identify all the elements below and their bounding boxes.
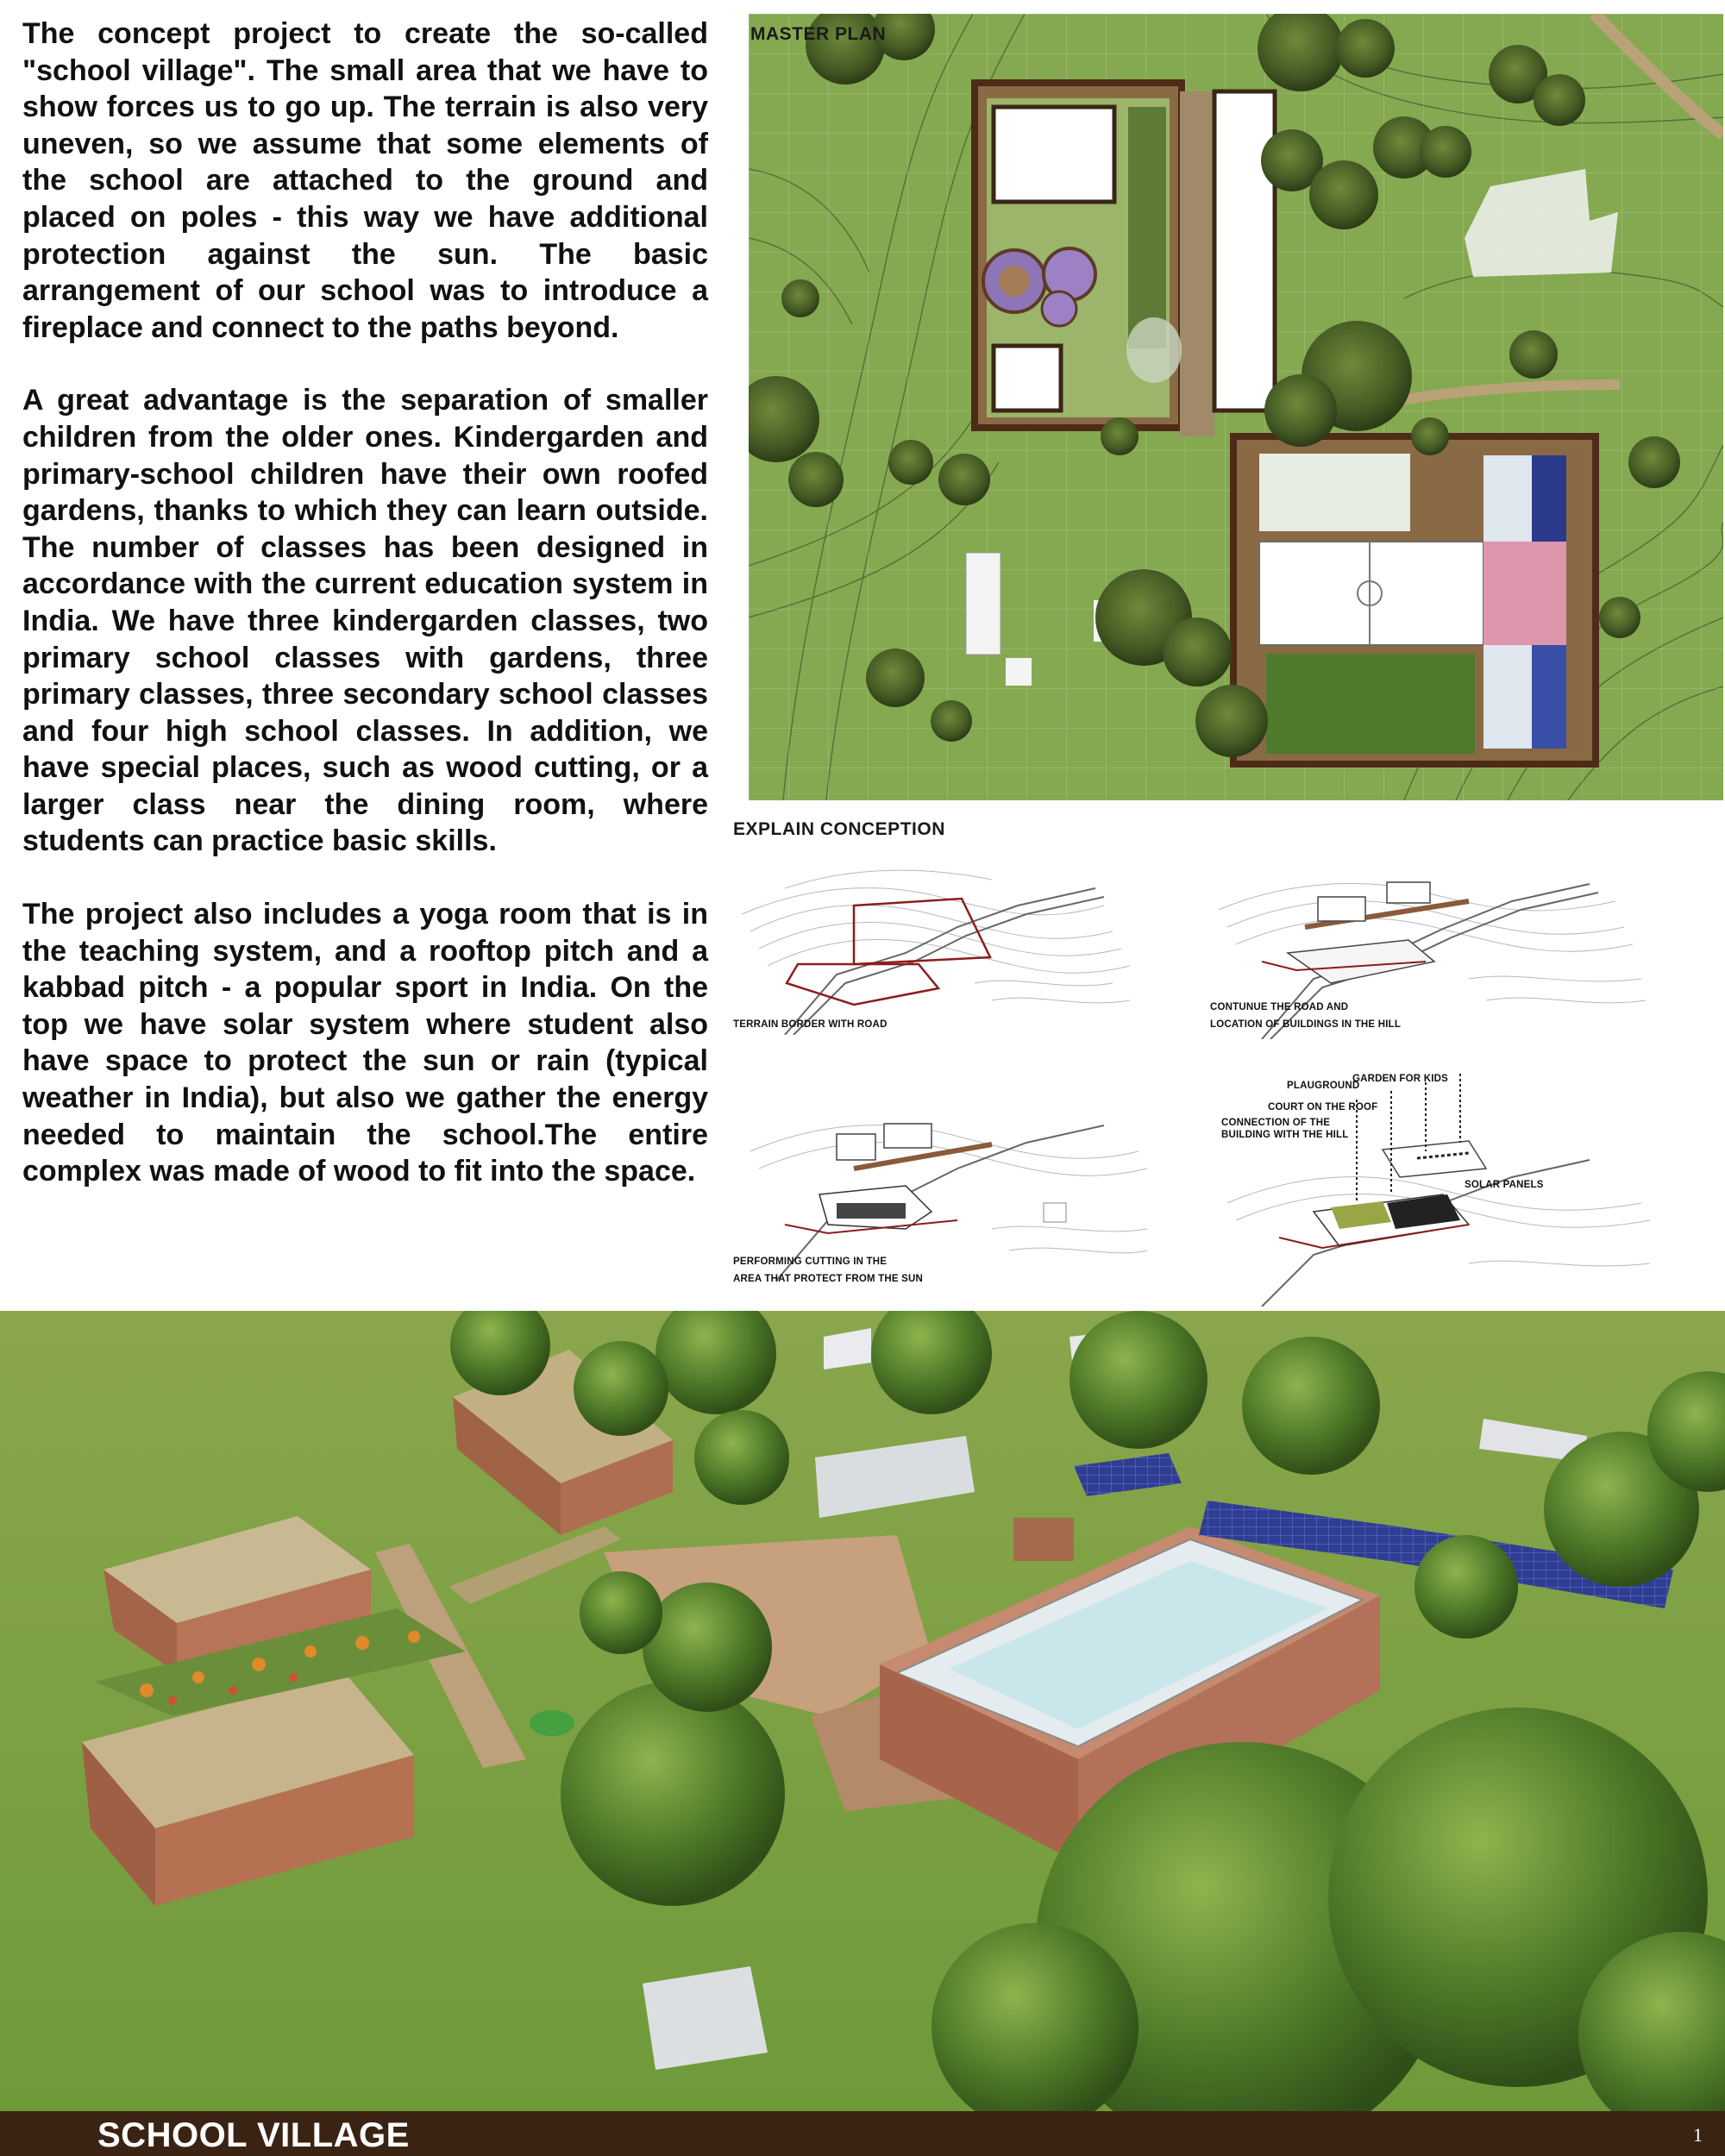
master-plan-title: MASTER PLAN	[750, 24, 887, 44]
intro-text	[22, 16, 708, 1190]
caption-cutting-2: AREA THAT PROTECT FROM THE SUN	[733, 1274, 924, 1284]
master-plan-drawing	[749, 14, 1723, 800]
footer-bar	[0, 2111, 1725, 2156]
intro-paragraph-2: A great advantage is the separation of smaller children from the older ones. Kindergarden and primary-school children have their own roofed gardens, thanks to which they can learn outside. The number of classes has been designed in accordance with the current education system in India. We have three kindergarden classes, two primary school classes with gardens, three primary classes, three secondary school classes and four high school classes. In addition, we have special places, such as wood cutting, or a larger class near the dining room, where students can practice basic skills.	[22, 384, 708, 858]
caption-connection-1: CONNECTION OF THE	[1221, 1118, 1331, 1128]
aerial-render	[0, 1311, 1725, 2111]
caption-solar-panels: SOLAR PANELS	[1465, 1180, 1544, 1190]
caption-playground: PLAUGROUND	[1287, 1081, 1360, 1091]
caption-court-roof: COURT ON THE ROOF	[1268, 1102, 1378, 1112]
intro-paragraph-1: The concept project to create the so-called "school village". The small area that we have to show forces us to go up. The terrain is also very uneven, so we assume that some elements of the school are attached to the ground and placed on poles - this way we have additional protection against the sun. The basic arrangement of our school was to introduce a fireplace and connect to the paths beyond.	[22, 17, 708, 344]
caption-cutting-1: PERFORMING CUTTING IN THE	[733, 1257, 888, 1267]
concept-panel	[731, 806, 1723, 1312]
aerial-render-image	[0, 1311, 1725, 2111]
concept-diagram-cutting	[733, 1082, 1147, 1281]
caption-road-2: LOCATION OF BUILDINGS IN THE HILL	[1210, 1019, 1402, 1030]
caption-connection-2: BUILDING WITH THE HILL	[1221, 1130, 1349, 1140]
footer-title: SCHOOL VILLAGE	[97, 2116, 410, 2154]
concept-title: EXPLAIN CONCEPTION	[733, 819, 945, 839]
concept-diagram-final	[1210, 1065, 1659, 1307]
intro-paragraph-3: The project also includes a yoga room that is in the teaching system, and a rooftop pitch and a kabbad pitch - a popular sport in India. On the top we have solar system where student also have space to protect the sun or rain (typical weather in India), but also we gather the energy needed to maintain the school.The entire complex was made of wood to fit into the space.	[22, 898, 708, 1188]
caption-garden-kids: GARDEN FOR KIDS	[1352, 1074, 1448, 1084]
page-number: 1	[1693, 2124, 1703, 2146]
caption-terrain: TERRAIN BORDER WITH ROAD	[733, 1019, 888, 1030]
concept-diagram-terrain	[733, 854, 1147, 1035]
master-plan-panel	[749, 14, 1723, 800]
caption-road-1: CONTUNUE THE ROAD AND	[1210, 1002, 1349, 1012]
